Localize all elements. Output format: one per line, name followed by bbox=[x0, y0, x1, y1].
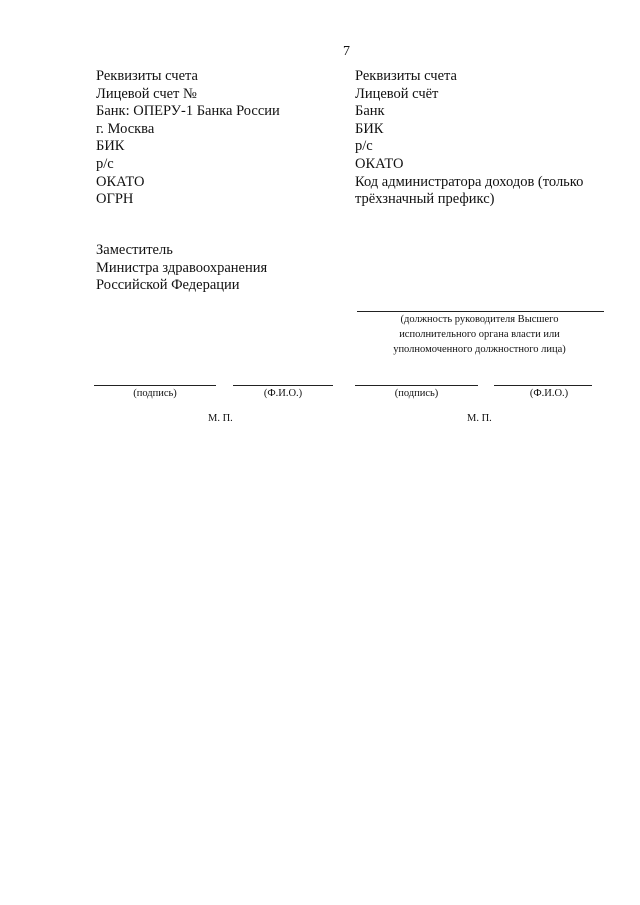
left-name-label: (Ф.И.О.) bbox=[263, 388, 303, 399]
left-okato-label: ОКАТО bbox=[96, 173, 145, 190]
left-signature-line bbox=[94, 385, 216, 386]
right-okato-label: ОКАТО bbox=[355, 155, 404, 172]
left-city-label: г. Москва bbox=[96, 120, 155, 137]
left-name-line bbox=[233, 385, 333, 386]
right-stamp-label: М. П. bbox=[467, 413, 492, 424]
left-account-number-label: Лицевой счет № bbox=[96, 85, 197, 102]
position-caption-line-2: исполнительного органа власти или bbox=[399, 329, 560, 340]
left-signatory-title bbox=[96, 242, 267, 295]
left-bik-label: БИК bbox=[96, 138, 125, 155]
right-revenue-admin-code-note: трёхзначный префикс) bbox=[355, 191, 495, 208]
right-signature-label: (подпись) bbox=[394, 388, 439, 399]
page-number: 7 bbox=[343, 44, 350, 59]
signatory-role-line-1: Заместитель bbox=[96, 242, 173, 258]
right-details-title: Реквизиты счета bbox=[355, 68, 457, 84]
position-caption-line-3: уполномоченного должностного лица) bbox=[393, 344, 566, 355]
right-revenue-admin-code-label: Код администратора доходов (только bbox=[355, 173, 584, 190]
left-stamp-label: М. П. bbox=[208, 413, 233, 424]
position-caption bbox=[352, 312, 607, 357]
right-account-details bbox=[355, 68, 583, 209]
right-bank-label: Банк bbox=[355, 103, 385, 120]
left-details-title: Реквизиты счета bbox=[96, 68, 198, 84]
signatory-role-line-2: Министра здравоохранения bbox=[96, 259, 268, 276]
right-signature-line bbox=[355, 385, 478, 386]
left-account-details bbox=[96, 68, 280, 209]
left-signature-label: (подпись) bbox=[133, 388, 177, 399]
position-caption-line-1: (должность руководителя Высшего bbox=[400, 314, 559, 325]
left-settlement-account-label: р/с bbox=[96, 155, 114, 172]
signatory-role-line-3: Российской Федерации bbox=[96, 277, 240, 294]
right-settlement-account-label: р/с bbox=[355, 138, 373, 155]
left-bank-label: Банк: ОПЕРУ-1 Банка России bbox=[96, 103, 280, 120]
right-account-number-label: Лицевой счёт bbox=[355, 85, 439, 102]
right-name-label: (Ф.И.О.) bbox=[529, 388, 569, 399]
right-name-line bbox=[494, 385, 592, 386]
right-bik-label: БИК bbox=[355, 120, 384, 137]
left-ogrn-label: ОГРН bbox=[96, 191, 134, 208]
